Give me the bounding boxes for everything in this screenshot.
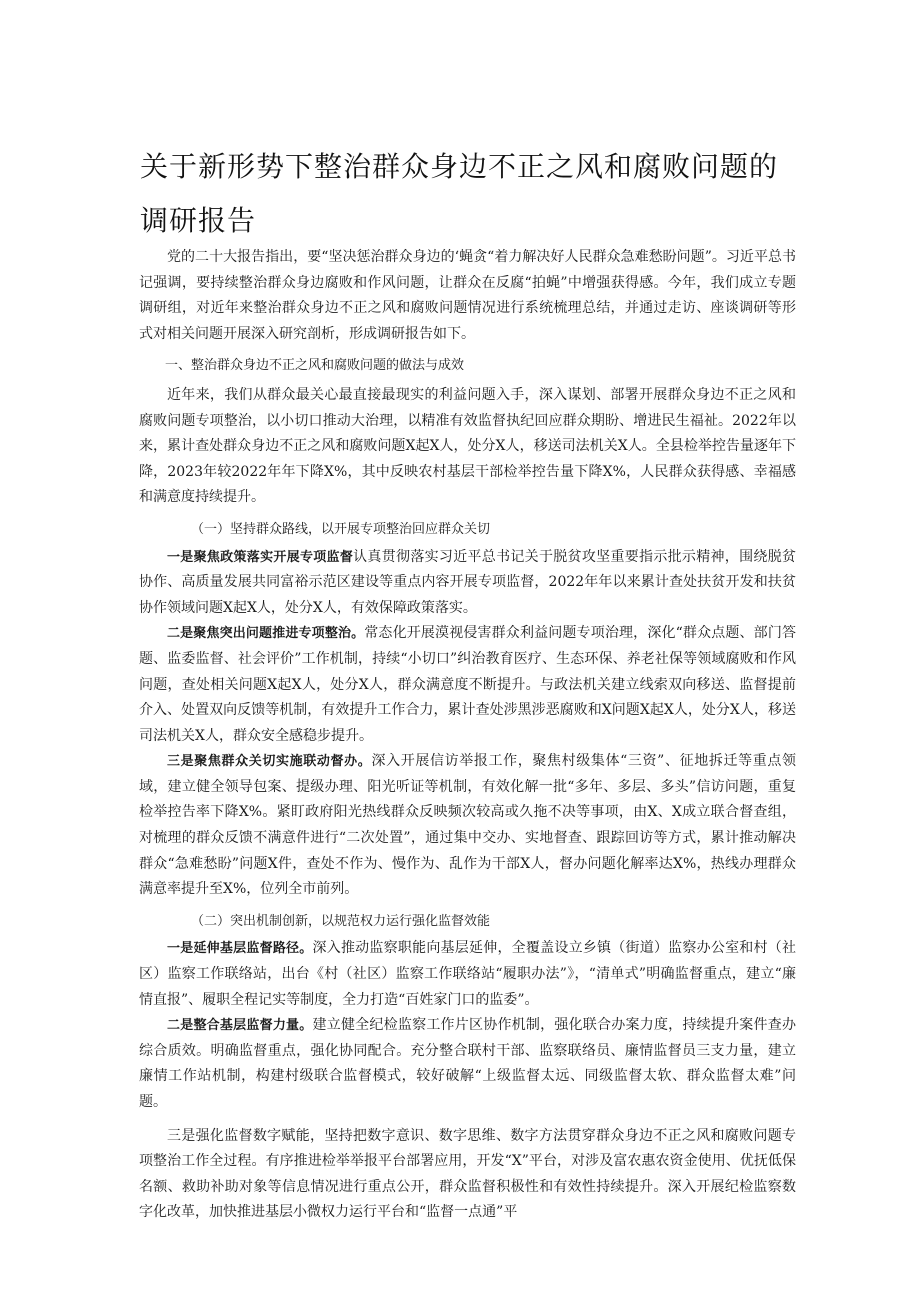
paragraph-4-text: 深入推动监察职能向基层延伸，全覆盖设立乡镇（街道）监察办公室和村（社区）监察工作联络站，出台《村（社区）监察工作联络站“履职办法”》，“清单式”明确监督重点，建立“廉情直报”、履职全程记实等制度，全力打造“百姓家门口的监委”。 [139, 940, 796, 1008]
section-1-paragraph: 近年来，我们从群众最关心最直接最现实的利益问题入手，深入谋划、部署开展群众身边不正之风和腐败问题专项整治，以小切口推动大治理，以精准有效监督执纪回应群众期盼、增进民生福祉。2022年以来，累计查处群众身边不正之风和腐败问题X起X人，处分X人，移送司法机关X人。全县检举控告量逐年下降，2023年较2022年年下降X%，其中反映农村基层干部检举控告量下降X%，人民群众获得感、幸福感和满意度持续提升。 [139, 386, 796, 506]
paragraph-5-lead: 二是整合基层监督力量。 [167, 1018, 313, 1034]
subsection-heading-1: （一）坚持群众路线，以开展专项整治回应群众关切 [191, 521, 491, 537]
paragraph-4 [139, 936, 796, 1013]
paragraph-1 [139, 545, 796, 622]
document-body [139, 245, 796, 1226]
paragraph-5-text: 建立健全纪检监察工作片区协作机制，强化联合办案力度，持续提升案件查办综合质效。明确监督重点，强化协同配合。充分整合联村干部、监察联络员、廉情监督员三支力量，建立廉情工作站机制，构建村级联合监督模式，较好破解“上级监督太远、同级监督太软、群众监督太难”问题。 [139, 1017, 796, 1110]
section-heading-1: 一、整治群众身边不正之风和腐败问题的做法与成效 [165, 358, 465, 374]
paragraph-1-lead: 一是聚焦政策落实开展专项监督 [167, 549, 354, 565]
intro-paragraph: 党的二十大报告指出，要“坚决惩治群众身边的‘蝇贪“着力解决好人民群众急难愁盼问题”。习近平总书记强调，要持续整治群众身边腐败和作风问题，让群众在反腐“拍蝇”中增强获得感。今年，我们成立专题调研组，对近年来整治群众身边不正之风和腐败问题情况进行系统梳理总结，并通过走访、座谈调研等形式对相关问题开展深入研究剖析，形成调研报告如下。 [139, 249, 796, 342]
paragraph-3-lead: 三是聚焦群众关切实施联动督办。 [167, 754, 372, 770]
paragraph-6-text: 坚持把数字意识、数字思维、数字方法贯穿群众身边不正之风和腐败问题专项整治工作全过程。有序推进检举举报平台部署应用，开发“X”平台，对涉及富农惠农资金使用、优抚低保名额、救助补助对象等信息情况进行重点公开，群众监督积极性和有效性持续提升。深入开展纪检监察数字化改革，加快推进基层小微权力运行平台和“监督一点通”平 [139, 1127, 797, 1221]
paragraph-3-text: 深入开展信访举报工作，聚焦村级集体“三资”、征地拆迁等重点领域，建立健全领导包案、提级办理、阳光听证等机制，有效化解一批“多年、多层、多头”信访问题，重复检举控告率下降X%。紧盯政府阳光热线群众反映频次较高或久拖不决等事项，由X、X成立联合督查组，对梳理的群众反馈不满意件进行“二次处置”，通过集中交办、实地督查、跟踪回访等方式，累计推动解决群众“急难愁盼”问题X件，查处不作为、慢作为、乱作为干部X人，督办问题化解率达X%，热线办理群众满意率提升至X%，位列全市前列。 [139, 753, 796, 898]
paragraph-2-text: 常态化开展漠视侵害群众利益问题专项治理，深化“群众点题、部门答题、监委监督、社会评价”工作机制，持续“小切口”纠治教育医疗、生态环保、养老社保等领域腐败和作风问题，查处相关问题X起X人，处分X人，群众满意度不断提升。与政法机关建立线索双向移送、监督提前介入、处置双向反馈等机制，有效提升工作合力，累计查处涉黑涉恶腐败和X问题X起X人，处分X人，移送司法机关X人，群众安全感稳步提升。 [139, 625, 796, 744]
paragraph-3 [139, 749, 796, 903]
paragraph-2-lead: 二是聚焦突出问题推进专项整治。 [167, 626, 365, 642]
paragraph-2 [139, 621, 796, 749]
document-title: 关于新形势下整治群众身边不正之风和腐败问题的调研报告 [140, 150, 779, 237]
paragraph-1-text: 认真贯彻落实习近平总书记关于脱贫攻坚重要指示批示精神，围绕脱贫协作、高质量发展共同富裕示范区建设等重点内容开展专项监督，2022年年以来累计查处扶贫开发和扶贫协作领域问题X起X人，处分X人，有效保障政策落实。 [139, 548, 796, 616]
subsection-heading-2: （二）突出机制创新，以规范权力运行强化监督效能 [191, 913, 491, 929]
paragraph-6-lead: 三是强化监督数字赋能， [167, 1127, 325, 1144]
paragraph-4-lead: 一是延伸基层监督路径。 [167, 941, 313, 957]
paragraph-6 [139, 1124, 796, 1226]
paragraph-5 [139, 1013, 796, 1115]
